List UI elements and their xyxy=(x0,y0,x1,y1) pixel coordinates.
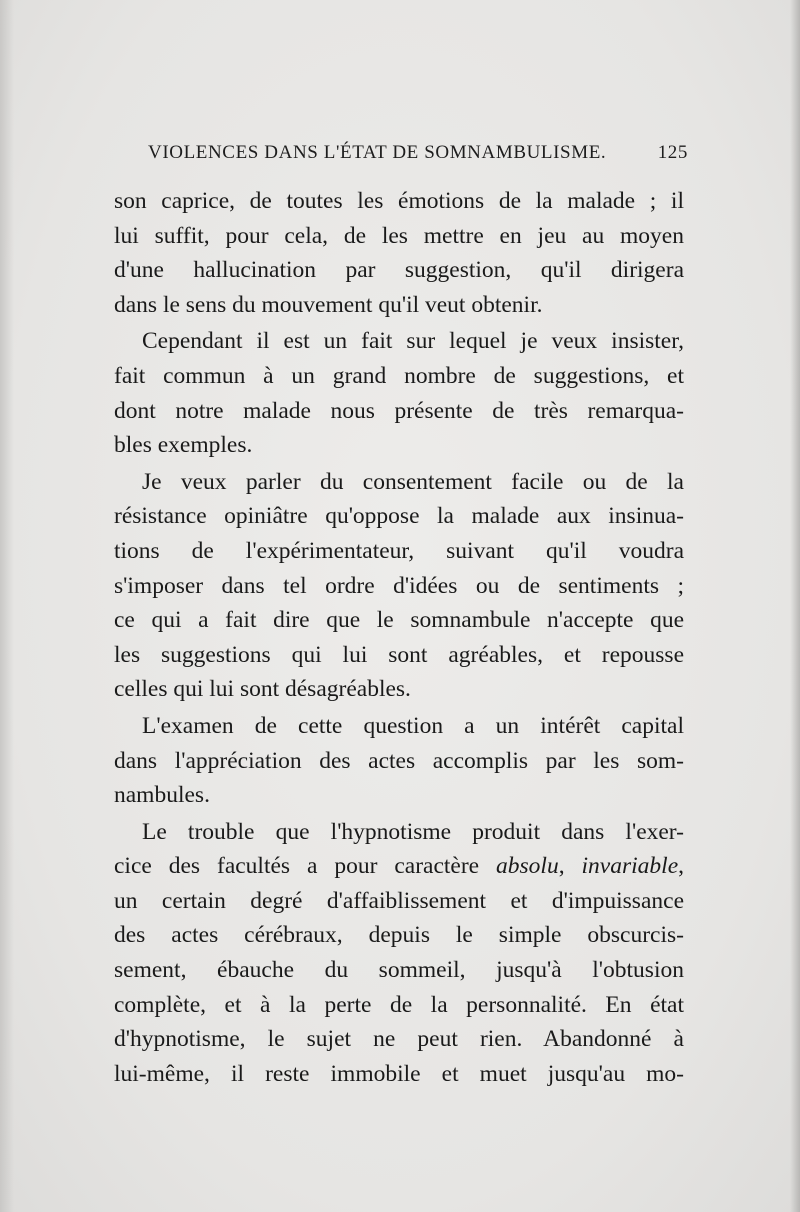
text-line-mixed xyxy=(114,849,684,884)
running-head xyxy=(148,142,688,172)
text-run: , xyxy=(558,853,582,880)
italic-term: invariable xyxy=(581,853,679,880)
text-line: résistance opiniâtre qu'oppose la malade aux insinua- xyxy=(114,503,684,530)
spine-shadow xyxy=(0,0,14,1212)
text-line: fait commun à un grand nombre de suggestions, et xyxy=(114,362,684,389)
body-text xyxy=(114,184,684,1091)
paragraph-start-line: L'examen de cette question a un intérêt capital xyxy=(142,712,684,739)
text-line: des actes cérébraux, depuis le simple obscurcis- xyxy=(114,922,684,949)
text-line: celles qui lui sont désagréables. xyxy=(114,676,411,703)
page-edge xyxy=(790,0,800,1212)
text-line: d'hypnotisme, le sujet ne peut rien. Abandonné à xyxy=(114,1026,684,1053)
italic-term: absolu xyxy=(496,853,559,880)
text-line: tions de l'expérimentateur, suivant qu'il voudra xyxy=(114,537,684,564)
text-line: complète, et à la perte de la personnalité. En état xyxy=(114,991,684,1018)
text-line: les suggestions qui lui sont agréables, et repousse xyxy=(114,641,684,668)
text-line: dans l'appréciation des actes accomplis par les som- xyxy=(114,747,684,774)
text-line: bles exemples. xyxy=(114,432,253,459)
text-line: lui suffit, pour cela, de les mettre en jeu au moyen xyxy=(114,222,684,249)
page-number: 125 xyxy=(657,142,688,163)
text-line: son caprice, de toutes les émotions de la malade ; il xyxy=(114,188,684,214)
paragraph-start-line: Le trouble que l'hypnotisme produit dans l'exer- xyxy=(142,818,684,845)
text-line: dont notre malade nous présente de très remarqua- xyxy=(114,397,684,424)
paragraph-start-line: Cependant il est un fait sur lequel je veux insister, xyxy=(142,328,684,355)
text-line: un certain degré d'affaiblissement et d'impuissance xyxy=(114,887,684,914)
text-line: ce qui a fait dire que le somnambule n'accepte que xyxy=(114,607,684,634)
text-line: sement, ébauche du sommeil, jusqu'à l'obtusion xyxy=(114,957,684,984)
text-line: d'une hallucination par suggestion, qu'il dirigera xyxy=(114,257,684,284)
paragraph-start-line: Je veux parler du consentement facile ou de la xyxy=(142,468,684,495)
text-run: , xyxy=(678,853,684,880)
text-line: dans le sens du mouvement qu'il veut obtenir. xyxy=(114,291,543,318)
text-run: cice des facultés a pour caractère xyxy=(114,853,497,880)
running-head-title: VIOLENCES DANS L'ÉTAT DE SOMNAMBULISME. xyxy=(148,142,607,163)
text-line: s'imposer dans tel ordre d'idées ou de sentiments ; xyxy=(114,572,684,599)
text-line: nambules. xyxy=(114,782,210,809)
text-line: lui-même, il reste immobile et muet jusqu'au mo- xyxy=(114,1060,684,1087)
